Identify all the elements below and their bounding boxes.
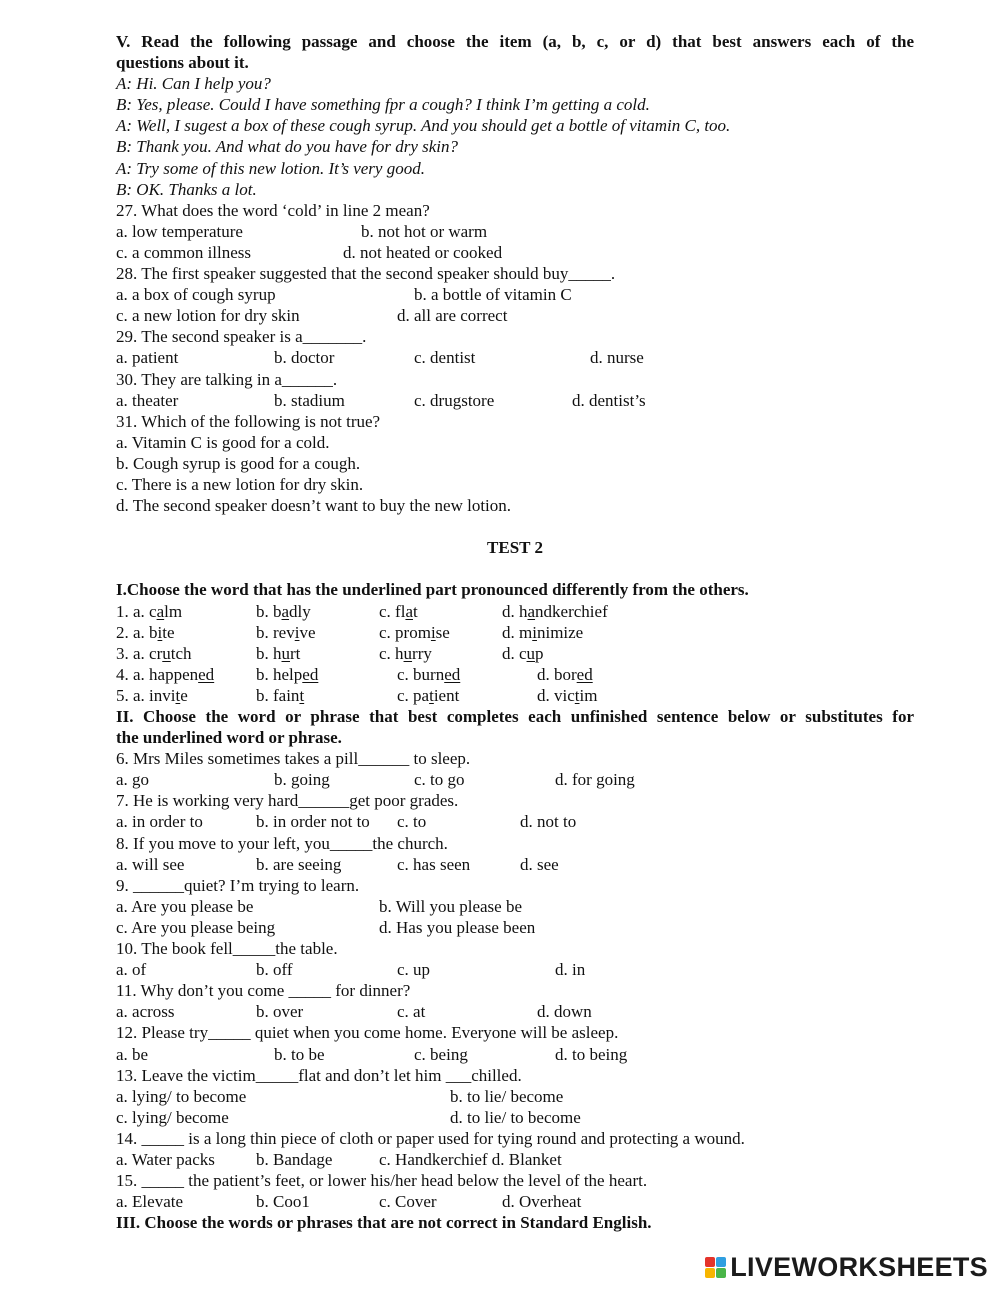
option-7d[interactable]: d. not to <box>520 812 577 832</box>
option-9c[interactable]: c. Are you please being <box>116 917 276 937</box>
option-11a[interactable]: a. across <box>116 1002 175 1022</box>
option-text: rry <box>412 643 432 663</box>
pronunciation-rows <box>116 601 914 706</box>
question-12: 12. Please try_____ quiet when you come home. Everyone will be asleep. <box>116 1023 619 1043</box>
logo-text: LIVEWORKSHEETS <box>730 1252 988 1282</box>
option-28d[interactable]: d. all are correct <box>397 306 508 326</box>
pronunciation-option[interactable] <box>116 664 214 685</box>
option-29b[interactable]: b. doctor <box>274 348 335 368</box>
options-9-row-2 <box>116 917 914 938</box>
option-text: d. h <box>502 601 528 621</box>
underlined-part: t <box>574 685 580 705</box>
option-12c[interactable]: c. being <box>414 1044 468 1064</box>
option-14cd[interactable]: c. Handkerchief d. Blanket <box>379 1149 562 1169</box>
option-15c[interactable]: c. Cover <box>379 1192 437 1212</box>
options-29 <box>116 347 914 368</box>
spacer <box>116 558 914 579</box>
underlined-part: ed <box>302 664 319 684</box>
options-14 <box>116 1149 914 1170</box>
pronunciation-row-4 <box>116 664 914 685</box>
pronunciation-option[interactable] <box>256 643 300 664</box>
question-8: 8. If you move to your left, you_____the church. <box>116 833 448 853</box>
options-30 <box>116 390 914 411</box>
underlined-part: ed <box>444 664 461 684</box>
underlined-part: i <box>294 622 300 642</box>
option-text: d. c <box>502 643 527 663</box>
option-6b[interactable]: b. going <box>274 770 330 790</box>
underlined-part: a <box>281 601 290 621</box>
option-text: b. rev <box>256 622 295 642</box>
underlined-part: u <box>281 643 290 663</box>
dialogue-line: B: Yes, please. Could I have something fpr a cough? I think I’m getting a cold. <box>116 95 650 115</box>
option-14a[interactable]: a. Water packs <box>116 1149 215 1169</box>
underlined-part: u <box>403 643 413 663</box>
dialogue-line: A: Try some of this new lotion. It’s very good. <box>116 158 425 178</box>
option-31c[interactable]: c. There is a new lotion for dry skin. <box>116 474 364 494</box>
option-text: b. h <box>256 643 282 663</box>
dialogue-line: B: Thank you. And what do you have for dry skin? <box>116 137 459 157</box>
option-text: c. burn <box>397 664 445 684</box>
pronunciation-option[interactable] <box>379 622 450 643</box>
option-text: lm <box>164 601 183 621</box>
option-15b[interactable]: b. Coo1 <box>256 1192 310 1212</box>
question-7: 7. He is working very hard______get poor grades. <box>116 791 459 811</box>
pronunciation-row-2 <box>116 622 914 643</box>
option-text: d. vic <box>537 685 575 705</box>
question-27: 27. What does the word ‘cold’ in line 2 mean? <box>116 200 430 220</box>
option-27c[interactable]: c. a common illness <box>116 242 252 262</box>
pronunciation-row-5 <box>116 685 914 706</box>
underlined-part: a <box>156 601 165 621</box>
underlined-part: t <box>175 685 181 705</box>
pronunciation-row-3 <box>116 643 914 664</box>
question-15: 15. _____ the patient’s feet, or lower his/her head below the level of the heart. <box>116 1171 648 1191</box>
option-6a[interactable]: a. go <box>116 770 150 790</box>
option-text: p <box>535 643 544 663</box>
pronunciation-option[interactable] <box>256 664 318 685</box>
option-text: tch <box>170 643 192 663</box>
option-12d[interactable]: d. to being <box>555 1044 628 1064</box>
option-text: c. prom <box>379 622 431 642</box>
option-10b[interactable]: b. off <box>256 960 293 980</box>
option-9a[interactable]: a. Are you please be <box>116 896 254 916</box>
logo-mark-icon <box>705 1257 726 1278</box>
dialogue-line: A: Well, I sugest a box of these cough syrup. And you should get a bottle of vitamin C, too. <box>116 116 731 136</box>
option-29a[interactable]: a. patient <box>116 348 179 368</box>
part-1-heading: I.Choose the word that has the underlined part pronounced differently from the others. <box>116 580 749 600</box>
option-8b[interactable]: b. are seeing <box>256 854 342 874</box>
option-text: 5. a. invi <box>116 685 176 705</box>
option-text: c. h <box>379 643 404 663</box>
option-text: 1. a. c <box>116 601 157 621</box>
question-9: 9. ______quiet? I’m trying to learn. <box>116 875 360 895</box>
pronunciation-option[interactable] <box>397 685 459 706</box>
pronunciation-option[interactable] <box>116 601 182 622</box>
question-30: 30. They are talking in a______. <box>116 369 338 389</box>
option-8c[interactable]: c. has seen <box>397 854 471 874</box>
part-3-heading: III. Choose the words or phrases that are not correct in Standard English. <box>116 1213 652 1233</box>
option-12b[interactable]: b. to be <box>274 1044 325 1064</box>
pronunciation-option[interactable] <box>116 622 175 643</box>
pronunciation-option[interactable] <box>256 685 304 706</box>
part-2-heading-line-1: II. Choose the word or phrase that best completes each unfinished sentence below or substitutes for <box>116 707 914 726</box>
option-15a[interactable]: a. Elevate <box>116 1192 184 1212</box>
option-28a[interactable]: a. a box of cough syrup <box>116 285 276 305</box>
option-9d[interactable]: d. Has you please been <box>379 917 536 937</box>
option-text: c. pa <box>397 685 430 705</box>
option-31d[interactable]: d. The second speaker doesn’t want to buy the new lotion. <box>116 496 512 516</box>
option-8d[interactable]: d. see <box>520 854 559 874</box>
logo-square <box>705 1268 715 1278</box>
options-27-row-1 <box>116 221 914 242</box>
question-31: 31. Which of the following is not true? <box>116 411 381 431</box>
underlined-part: t <box>299 685 305 705</box>
underlined-part: u <box>526 643 536 663</box>
option-text: te <box>162 622 175 642</box>
options-8 <box>116 854 914 875</box>
option-text: se <box>435 622 450 642</box>
option-13a[interactable]: a. lying/ to become <box>116 1086 247 1106</box>
option-29c[interactable]: c. dentist <box>414 348 476 368</box>
option-28b[interactable]: b. a bottle of vitamin C <box>414 285 572 305</box>
option-text: d. bor <box>537 664 577 684</box>
option-30d[interactable]: d. dentist’s <box>572 390 646 410</box>
option-13d[interactable]: d. to lie/ to become <box>450 1107 581 1127</box>
option-31b[interactable]: b. Cough syrup is good for a cough. <box>116 453 361 473</box>
options-13-row-1 <box>116 1086 914 1107</box>
option-27d[interactable]: d. not heated or cooked <box>343 242 503 262</box>
question-6: 6. Mrs Miles sometimes takes a pill______ to sleep. <box>116 749 471 769</box>
option-text: im <box>579 685 598 705</box>
option-14b[interactable]: b. Bandage <box>256 1149 333 1169</box>
option-7a[interactable]: a. in order to <box>116 812 203 832</box>
section-v-heading-line-1: V. Read the following passage and choose the item (a, b, c, or d) that best answers each of the <box>116 32 914 51</box>
option-text: 3. a. cr <box>116 643 163 663</box>
pronunciation-option[interactable] <box>502 643 544 664</box>
part-2-heading-line-2: the underlined word or phrase. <box>116 728 342 748</box>
pronunciation-row-1 <box>116 601 914 622</box>
option-6c[interactable]: c. to go <box>414 770 465 790</box>
option-text: dly <box>289 601 311 621</box>
options-9-row-1 <box>116 896 914 917</box>
underlined-part: t <box>429 685 434 705</box>
option-13c[interactable]: c. lying/ become <box>116 1107 229 1127</box>
spacer <box>116 516 914 537</box>
options-10 <box>116 959 914 980</box>
options-13-row-2 <box>116 1107 914 1128</box>
question-13: 13. Leave the victim_____flat and don’t let him ___chilled. <box>116 1065 522 1085</box>
logo-square <box>705 1257 715 1267</box>
question-14: 14. _____ is a long thin piece of cloth or paper used for tying round and protecting a wound. <box>116 1128 745 1148</box>
option-12a[interactable]: a. be <box>116 1044 149 1064</box>
pronunciation-option[interactable] <box>256 601 311 622</box>
option-10a[interactable]: a. of <box>116 960 147 980</box>
options-27-row-2 <box>116 242 914 263</box>
option-text: b. fain <box>256 685 300 705</box>
option-31a[interactable]: a. Vitamin C is good for a cold. <box>116 432 330 452</box>
pronunciation-option[interactable] <box>502 622 583 643</box>
pronunciation-option[interactable] <box>397 664 460 685</box>
section-v-heading-line-2: questions about it. <box>116 53 249 73</box>
option-text: t <box>412 601 418 621</box>
underlined-part: u <box>162 643 171 663</box>
option-11b[interactable]: b. over <box>256 1002 304 1022</box>
underlined-part: i <box>157 622 163 642</box>
dialogue-line: B: OK. Thanks a lot. <box>116 179 257 199</box>
option-6d[interactable]: d. for going <box>555 770 635 790</box>
option-text: 2. a. b <box>116 622 158 642</box>
pronunciation-option[interactable] <box>379 601 418 622</box>
option-30a[interactable]: a. theater <box>116 390 179 410</box>
option-30b[interactable]: b. stadium <box>274 390 345 410</box>
question-11: 11. Why don’t you come _____ for dinner? <box>116 981 411 1001</box>
option-text: nimize <box>536 622 584 642</box>
option-text: d. m <box>502 622 533 642</box>
option-28c[interactable]: c. a new lotion for dry skin <box>116 306 300 326</box>
option-15d[interactable]: d. Overheat <box>502 1192 582 1212</box>
options-28-row-1 <box>116 284 914 305</box>
options-15 <box>116 1191 914 1212</box>
option-text: e <box>180 685 188 705</box>
option-text: rt <box>290 643 301 663</box>
option-30c[interactable]: c. drugstore <box>414 390 495 410</box>
logo-square <box>716 1268 726 1278</box>
option-8a[interactable]: a. will see <box>116 854 185 874</box>
pronunciation-option[interactable] <box>537 685 597 706</box>
underlined-part: i <box>430 622 436 642</box>
option-7b[interactable]: b. in order not to <box>256 812 370 832</box>
options-28-row-2 <box>116 305 914 326</box>
pronunciation-option[interactable] <box>256 622 316 643</box>
question-28: 28. The first speaker suggested that the second speaker should buy_____. <box>116 264 616 284</box>
option-text: 4. a. happen <box>116 664 199 684</box>
options-7 <box>116 811 914 832</box>
pronunciation-option[interactable] <box>537 664 593 685</box>
test-title: TEST 2 <box>487 538 543 558</box>
pronunciation-option[interactable] <box>379 643 432 664</box>
underlined-part: ed <box>576 664 593 684</box>
options-6 <box>116 769 914 790</box>
option-text: ient <box>433 685 460 705</box>
worksheet-page <box>116 31 914 1233</box>
question-10: 10. The book fell_____the table. <box>116 939 338 959</box>
pronunciation-option[interactable] <box>116 643 192 664</box>
option-10c[interactable]: c. up <box>397 960 431 980</box>
underlined-part: i <box>532 622 537 642</box>
option-text: ve <box>299 622 316 642</box>
option-text: ndkerchief <box>535 601 608 621</box>
option-13b[interactable]: b. to lie/ become <box>450 1086 564 1106</box>
option-11c[interactable]: c. at <box>397 1002 426 1022</box>
option-text: b. help <box>256 664 303 684</box>
pronunciation-option[interactable] <box>116 685 188 706</box>
option-text: b. b <box>256 601 282 621</box>
logo-square <box>716 1257 726 1267</box>
option-text: c. fl <box>379 601 406 621</box>
option-27b[interactable]: b. not hot or warm <box>361 221 488 241</box>
options-12 <box>116 1044 914 1065</box>
dialogue-line: A: Hi. Can I help you? <box>116 74 271 94</box>
underlined-part: a <box>405 601 413 621</box>
question-29: 29. The second speaker is a_______. <box>116 327 367 347</box>
option-29d[interactable]: d. nurse <box>590 348 644 368</box>
option-27a[interactable]: a. low temperature <box>116 221 243 241</box>
liveworksheets-logo[interactable] <box>705 1252 988 1283</box>
option-10d[interactable]: d. in <box>555 960 586 980</box>
option-11d[interactable]: d. down <box>537 1002 592 1022</box>
underlined-part: a <box>527 601 536 621</box>
pronunciation-option[interactable] <box>502 601 608 622</box>
options-11 <box>116 1001 914 1022</box>
option-9b[interactable]: b. Will you please be <box>379 896 522 916</box>
option-7c[interactable]: c. to <box>397 812 427 832</box>
underlined-part: ed <box>198 664 215 684</box>
